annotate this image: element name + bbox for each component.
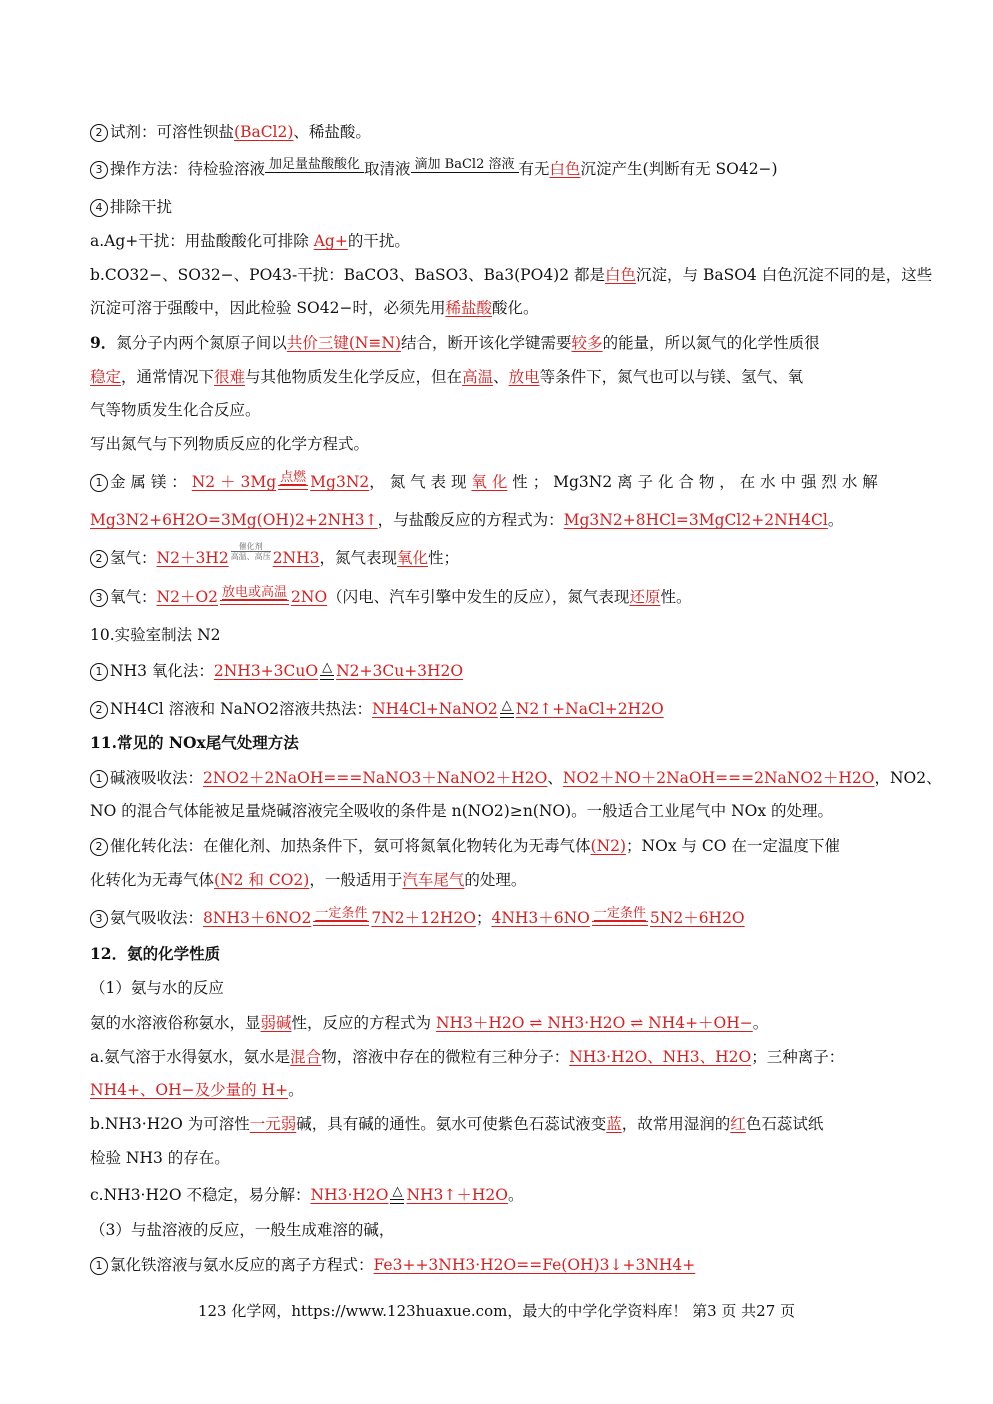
answer: NH4+、OH−及少量的 H+ (90, 1081, 289, 1099)
answer: N2＋O2 (156, 588, 219, 606)
line-oxygen: 3 氧气：N2＋O2 放电或高温 2NO（闪电、汽车引擎中发生的反应），氮气表现还原性。 (90, 586, 905, 611)
answer: 2NO2＋2NaOH===NaNO3＋NaNO2＋H2O (203, 769, 548, 787)
line-item9: 9．氮分子内两个氮原子间以共价三键(N≡N)结合，断开该化学键需要较多的能量，所以氮气的化学性质很 (90, 333, 820, 352)
line-ions: NH4+、OH−及少量的 H+。 (90, 1081, 304, 1099)
line-item10: 10.实验室制法 N2 (90, 626, 221, 644)
answer: 2NH3+3CuO (213, 662, 319, 680)
answer: (BaCl2) (234, 123, 294, 141)
answer: 2NH3 (272, 549, 320, 567)
answer: Mg3N2+6H2O=3Mg(OH)2+2NH3↑ (90, 511, 378, 529)
answer: 汽车尾气 (402, 871, 465, 889)
reaction-condition: 点燃 (276, 471, 310, 490)
circle-number: 1 (90, 770, 108, 788)
line-nh4cl-method: 2 NH4Cl 溶液和 NaNO2溶液共热法：NH4Cl+NaNO2 △ N2↑+NaCl+2H2O (90, 698, 905, 723)
line-magnesium: 1 金 属 镁 ： N2 ＋ 3Mg 点燃 Mg3N2， 氮 气 表 现 氧 化 性 ； Mg3N2 离 子 化 合 物 ， 在 水 中 强 烈 水 解 (90, 471, 905, 496)
answer: 还原 (629, 588, 661, 606)
line-reagent: 2 试剂：可溶性钡盐(BaCl2)、稀盐酸。 (90, 121, 905, 143)
line-weak-base: b.NH3·H2O 为可溶性一元弱碱，具有碱的通性。氨水可使紫色石蕊试液变蓝，故常用湿润的红色石蕊试纸 (90, 1115, 824, 1133)
answer: NH3↑＋H2O (406, 1186, 508, 1204)
answer: 白色 (605, 266, 637, 284)
circle-number: 1 (90, 663, 108, 681)
line-strong-acid: 沉淀可溶于强酸中，因此检验 SO42−时，必须先用稀盐酸酸化。 (90, 299, 539, 317)
line-subsection-1: （1）氨与水的反应 (90, 979, 224, 997)
answer: Fe3++3NH3·H2O==Fe(OH)3↓+3NH4+ (373, 1256, 696, 1274)
answer: 混合 (290, 1048, 322, 1066)
circle-number: 3 (90, 161, 108, 179)
answer: 红 (730, 1115, 746, 1133)
line-catalytic-2: 化转化为无毒气体(N2 和 CO2)，一般适用于汽车尾气的处理。 (90, 871, 527, 889)
line-write-eq: 写出氮气与下列物质反应的化学方程式。 (90, 435, 370, 453)
reaction-arrow: 加足量盐酸酸化 (265, 158, 364, 173)
answer: 放电 (508, 368, 540, 386)
reaction-condition: 一定条件 (590, 907, 650, 926)
line-ag: a.Ag+干扰：用盐酸酸化可排除 Ag+的干扰。 (90, 232, 410, 250)
answer: NO2＋NO＋2NaOH===2NaNO2＋H2O (562, 769, 875, 787)
circle-number: 2 (90, 124, 108, 142)
reaction-condition: △ (388, 1185, 406, 1204)
answer: 很难 (214, 368, 246, 386)
line-interference: 4 排除干扰 (90, 196, 905, 218)
line-hydrogen: 2 氢气：N2＋3H2 催化剂 高温、高压 2NH3，氮气表现氧化性； (90, 546, 905, 569)
answer: Mg3N2+8HCl=3MgCl2+2NH4Cl (563, 511, 828, 529)
answer: 较多 (571, 334, 603, 352)
answer: NH3＋H2O ⇌ NH3·H2O ⇌ NH4+＋OH− (435, 1014, 753, 1032)
answer: 蓝 (606, 1115, 622, 1133)
reaction-condition: △ (318, 661, 336, 680)
reaction-arrow: 滴加 BaCl2 溶液 (411, 158, 519, 173)
circle-number: 3 (90, 589, 108, 607)
answer: N2＋3H2 (156, 549, 229, 567)
line-catalytic: 2 催化转化法：在催化剂、加热条件下，氨可将氮氧化物转化为无毒气体(N2)；NOx 与 CO 在一定温度下催 (90, 835, 905, 857)
line-decompose: c.NH3·H2O 不稳定，易分解：NH3·H2O △ NH3↑＋H2O。 (90, 1184, 524, 1204)
reaction-condition: 放电或高温 (218, 586, 291, 605)
answer: Ag+ (313, 232, 348, 250)
answer: 稳定 (90, 368, 122, 386)
answer: NH3·H2O (310, 1186, 389, 1204)
line-hydrolysis: Mg3N2+6H2O=3Mg(OH)2+2NH3↑，与盐酸反应的方程式为：Mg3N2+8HCl=3MgCl2+2NH4Cl。 (90, 511, 844, 529)
circle-number: 1 (90, 474, 108, 492)
answer: 5N2＋6H2O (649, 909, 745, 927)
answer: 共价三键(N≡N) (286, 334, 402, 352)
line-item12: 12．氨的化学性质 (90, 944, 221, 963)
line-mixture: a.氨气溶于水得氨水，氨水是混合物，溶液中存在的微粒有三种分子：NH3·H2O、NH3、H2O；三种离子： (90, 1048, 845, 1066)
answer: NH4Cl+NaNO2 (372, 700, 498, 718)
answer: N2+3Cu+3H2O (336, 662, 464, 680)
reaction-condition: 一定条件 (311, 907, 371, 926)
line-ammonia-water: 氨的水溶液俗称氨水，显弱碱性，反应的方程式为 NH3＋H2O ⇌ NH3·H2O ⇌ NH4+＋OH−。 (90, 1014, 769, 1032)
answer: Mg3N2 (310, 473, 370, 491)
answer: 弱碱 (260, 1014, 292, 1032)
line-detect-nh3: 检验 NH3 的存在。 (90, 1149, 230, 1167)
answer: 氧 化 (471, 473, 508, 491)
answer: 白色 (549, 160, 581, 178)
answer: 7N2＋12H2O (371, 909, 476, 927)
reaction-condition: 催化剂 高温、高压 (230, 542, 271, 561)
answer: N2↑+NaCl+2H2O (515, 700, 664, 718)
line-stable: 稳定，通常情况下很难与其他物质发生化学反应，但在高温、放电等条件下，氮气也可以与镁、氢气、氧 (90, 368, 804, 386)
line-carbonate: b.CO32−、SO32−、PO43-干扰：BaCO3、BaSO3、Ba3(PO4)2 都是白色沉淀，与 BaSO4 白色沉淀不同的是，这些 (90, 266, 933, 284)
circle-number: 2 (90, 701, 108, 719)
answer: NH3·H2O、NH3、H2O (569, 1048, 752, 1066)
line-nh3-oxidation: 1 NH3 氧化法：2NH3+3CuO △ N2+3Cu+3H2O (90, 660, 905, 685)
circle-number: 1 (90, 1257, 108, 1275)
line-procedure: 3 操作方法：待检验溶液 加足量盐酸酸化 取清液 滴加 BaCl2 溶液 有无白色沉淀产生(判断有无 SO42−) (90, 158, 905, 180)
circle-number: 2 (90, 838, 108, 856)
circle-number: 2 (90, 550, 108, 568)
circle-number: 4 (90, 199, 108, 217)
circle-number: 3 (90, 910, 108, 928)
answer: 高温 (462, 368, 494, 386)
page-footer: 123 化学网，https://www.123huaxue.com，最大的中学化学资料库！ 第3 页 共27 页 (197, 1302, 796, 1320)
answer: 氧化 (397, 549, 429, 567)
line-compound: 气等物质发生化合反应。 (90, 401, 261, 419)
line-no-mixture: NO 的混合气体能被足量烧碱溶液完全吸收的条件是 n(NO2)≥n(NO)。一般适合工业尾气中 NOx 的处理。 (90, 802, 834, 820)
reaction-condition: △ (498, 699, 516, 718)
line-ammonia-absorb: 3 氨气吸收法：8NH3＋6NO2 一定条件 7N2＋12H2O；4NH3＋6NO 一定条件 5N2＋6H2O (90, 907, 905, 932)
answer: (N2) (590, 837, 627, 855)
answer: 4NH3＋6NO (491, 909, 590, 927)
answer: N2 ＋ 3Mg (191, 473, 277, 491)
answer: 一元弱 (249, 1115, 297, 1133)
line-alkali-absorb: 1 碱液吸收法：2NO2＋2NaOH===NaNO3＋NaNO2＋H2O、NO2＋NO＋2NaOH===2NaNO2＋H2O，NO2、 (90, 767, 905, 789)
answer: 稀盐酸 (445, 299, 492, 317)
answer: (N2 和 CO2) (214, 871, 310, 889)
line-fecl3: 1 氯化铁溶液与氨水反应的离子方程式：Fe3++3NH3·H2O==Fe(OH)3↓+3NH4+ (90, 1254, 905, 1276)
answer: 2NO (291, 588, 328, 606)
line-subsection-3: （3）与盐溶液的反应，一般生成难溶的碱， (90, 1221, 395, 1239)
line-item11: 11.常见的 NOx尾气处理方法 (90, 733, 299, 752)
answer: 8NH3＋6NO2 (203, 909, 312, 927)
